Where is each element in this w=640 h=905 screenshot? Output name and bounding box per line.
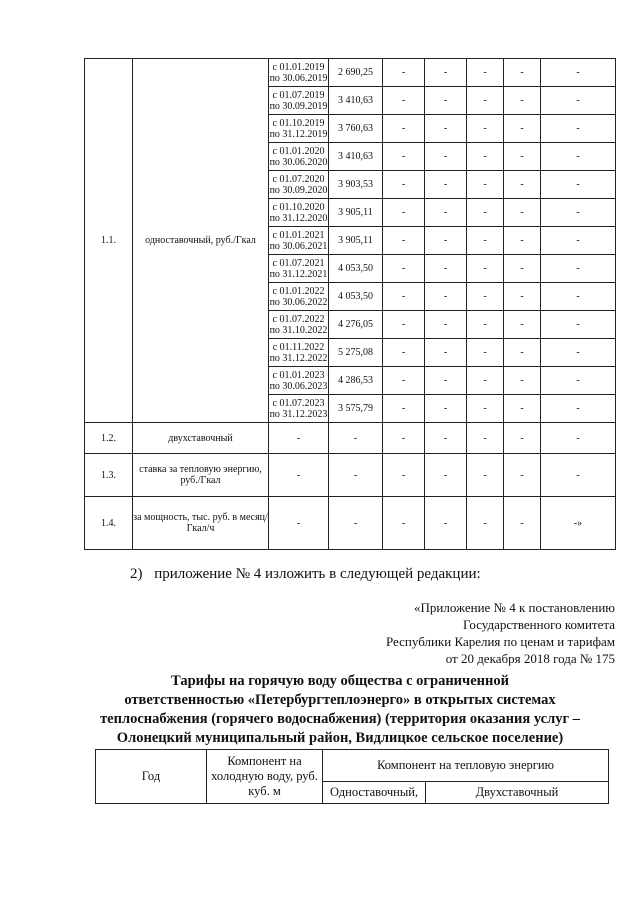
value-cell: 4 276,05	[329, 311, 383, 339]
dash-cell: -	[504, 255, 541, 283]
table-row	[85, 454, 616, 497]
dash-cell: -	[425, 367, 467, 395]
dash-cell: -	[504, 423, 541, 454]
tariff-table	[84, 58, 616, 550]
period-cell: с 01.01.2020 по 30.06.2020	[269, 143, 329, 171]
dash-cell: -	[383, 87, 425, 115]
value-cell: 3 410,63	[329, 87, 383, 115]
dash-cell: -	[329, 497, 383, 550]
dash-cell: -	[425, 454, 467, 497]
dash-cell: -	[504, 454, 541, 497]
dash-cell: -	[467, 423, 504, 454]
header-one-part: Одноставочный,	[323, 782, 426, 804]
period-cell: с 01.07.2020 по 30.09.2020	[269, 171, 329, 199]
value-cell: 5 275,08	[329, 339, 383, 367]
dash-cell: -	[467, 311, 504, 339]
dash-cell: -	[541, 255, 616, 283]
row-number: 1.2.	[85, 423, 133, 454]
dash-cell: -	[383, 283, 425, 311]
dash-cell: -	[383, 227, 425, 255]
row-number: 1.4.	[85, 497, 133, 550]
period-cell: с 01.07.2021 по 31.12.2021	[269, 255, 329, 283]
dash-cell: -	[541, 87, 616, 115]
dash-cell: -	[269, 497, 329, 550]
dash-cell: -	[383, 423, 425, 454]
dash-cell: -	[504, 199, 541, 227]
period-cell: с 01.10.2019 по 31.12.2019	[269, 115, 329, 143]
dash-cell: -	[425, 59, 467, 87]
dash-cell: -	[383, 497, 425, 550]
dash-cell: -	[467, 115, 504, 143]
period-cell: с 01.07.2023 по 31.12.2023	[269, 395, 329, 423]
dash-cell: -	[269, 454, 329, 497]
dash-cell: -	[541, 171, 616, 199]
dash-cell: -	[541, 283, 616, 311]
value-cell: 4 286,53	[329, 367, 383, 395]
paragraph-text: приложение № 4 изложить в следующей редакции:	[154, 566, 481, 582]
dash-cell: -»	[541, 497, 616, 550]
appendix-line-3: Республики Карелия по ценам и тарифам	[385, 634, 615, 649]
tariff-type-label: двухставочный	[133, 423, 269, 454]
dash-cell: -	[541, 367, 616, 395]
dash-cell: -	[425, 497, 467, 550]
dash-cell: -	[425, 339, 467, 367]
dash-cell: -	[504, 227, 541, 255]
dash-cell: -	[383, 143, 425, 171]
dash-cell: -	[425, 171, 467, 199]
appendix-line-2: Государственного комитета	[463, 617, 615, 632]
dash-cell: -	[504, 87, 541, 115]
header-two-part: Двухставочный	[426, 782, 609, 804]
table-row	[85, 423, 616, 454]
document-title	[95, 672, 585, 748]
dash-cell: -	[504, 311, 541, 339]
dash-cell: -	[504, 171, 541, 199]
value-cell: 3 410,63	[329, 143, 383, 171]
dash-cell: -	[383, 171, 425, 199]
dash-cell: -	[383, 395, 425, 423]
dash-cell: -	[467, 227, 504, 255]
value-cell: 3 905,11	[329, 199, 383, 227]
period-cell: с 01.11.2022 по 31.12.2022	[269, 339, 329, 367]
value-cell: 3 575,79	[329, 395, 383, 423]
dash-cell: -	[504, 339, 541, 367]
row-number: 1.3.	[85, 454, 133, 497]
title-line-3: теплоснабжения (горячего водоснабжения) (территория оказания услуг –	[100, 711, 580, 727]
dash-cell: -	[541, 454, 616, 497]
header-year: Год	[96, 750, 207, 804]
dash-cell: -	[541, 199, 616, 227]
dash-cell: -	[467, 255, 504, 283]
dash-cell: -	[504, 143, 541, 171]
period-cell: с 01.07.2019 по 30.09.2019	[269, 87, 329, 115]
dash-cell: -	[425, 115, 467, 143]
row-number: 1.1.	[85, 59, 133, 423]
dash-cell: -	[467, 339, 504, 367]
paragraph-2	[130, 566, 481, 583]
dash-cell: -	[425, 395, 467, 423]
appendix-reference	[386, 599, 615, 667]
dash-cell: -	[425, 143, 467, 171]
dash-cell: -	[383, 339, 425, 367]
dash-cell: -	[541, 311, 616, 339]
dash-cell: -	[425, 311, 467, 339]
dash-cell: -	[467, 283, 504, 311]
dash-cell: -	[269, 423, 329, 454]
dash-cell: -	[383, 59, 425, 87]
dash-cell: -	[467, 497, 504, 550]
table-row	[85, 497, 616, 550]
appendix-line-4: от 20 декабря 2018 года № 175	[445, 651, 615, 666]
dash-cell: -	[383, 311, 425, 339]
table-row	[85, 59, 616, 87]
dash-cell: -	[504, 497, 541, 550]
dash-cell: -	[467, 199, 504, 227]
dash-cell: -	[541, 423, 616, 454]
dash-cell: -	[467, 454, 504, 497]
value-cell: 3 760,63	[329, 115, 383, 143]
dash-cell: -	[541, 143, 616, 171]
value-cell: 3 905,11	[329, 227, 383, 255]
dash-cell: -	[425, 423, 467, 454]
dash-cell: -	[467, 87, 504, 115]
dash-cell: -	[383, 367, 425, 395]
appendix-line-1: «Приложение № 4 к постановлению	[414, 600, 615, 615]
period-cell: с 01.01.2019 по 30.06.2019	[269, 59, 329, 87]
tariff-type-label: одноставочный, руб./Гкал	[133, 59, 269, 423]
hot-water-tariff-table	[95, 749, 609, 804]
dash-cell: -	[329, 454, 383, 497]
dash-cell: -	[541, 59, 616, 87]
dash-cell: -	[467, 59, 504, 87]
dash-cell: -	[541, 227, 616, 255]
dash-cell: -	[467, 395, 504, 423]
dash-cell: -	[329, 423, 383, 454]
paragraph-number: 2)	[130, 566, 143, 582]
period-cell: с 01.01.2021 по 30.06.2021	[269, 227, 329, 255]
value-cell: 4 053,50	[329, 255, 383, 283]
dash-cell: -	[504, 59, 541, 87]
dash-cell: -	[383, 115, 425, 143]
value-cell: 4 053,50	[329, 283, 383, 311]
value-cell: 3 903,53	[329, 171, 383, 199]
period-cell: с 01.10.2020 по 31.12.2020	[269, 199, 329, 227]
period-cell: с 01.01.2022 по 30.06.2022	[269, 283, 329, 311]
dash-cell: -	[383, 454, 425, 497]
dash-cell: -	[504, 395, 541, 423]
dash-cell: -	[383, 199, 425, 227]
value-cell: 2 690,25	[329, 59, 383, 87]
dash-cell: -	[504, 367, 541, 395]
dash-cell: -	[504, 283, 541, 311]
dash-cell: -	[467, 143, 504, 171]
dash-cell: -	[425, 87, 467, 115]
dash-cell: -	[541, 339, 616, 367]
dash-cell: -	[425, 227, 467, 255]
header-cold-water: Компонент на холодную воду, руб. куб. м	[207, 750, 323, 804]
dash-cell: -	[383, 255, 425, 283]
dash-cell: -	[467, 171, 504, 199]
dash-cell: -	[541, 395, 616, 423]
dash-cell: -	[541, 115, 616, 143]
title-line-1: Тарифы на горячую воду общества с ограниченной	[171, 673, 509, 689]
dash-cell: -	[425, 255, 467, 283]
tariff-type-label: ставка за тепловую энергию, руб./Гкал	[133, 454, 269, 497]
tariff-type-label: за мощность, тыс. руб. в месяц/Гкал/ч	[133, 497, 269, 550]
dash-cell: -	[425, 199, 467, 227]
header-heat-component: Компонент на тепловую энергию	[323, 750, 609, 782]
dash-cell: -	[425, 283, 467, 311]
period-cell: с 01.07.2022 по 31.10.2022	[269, 311, 329, 339]
title-line-2: ответственностью «Петербургтеплоэнерго» в открытых системах	[124, 692, 556, 708]
period-cell: с 01.01.2023 по 30.06.2023	[269, 367, 329, 395]
dash-cell: -	[467, 367, 504, 395]
dash-cell: -	[504, 115, 541, 143]
title-line-4: Олонецкий муниципальный район, Видлицкое сельское поселение)	[116, 730, 564, 746]
